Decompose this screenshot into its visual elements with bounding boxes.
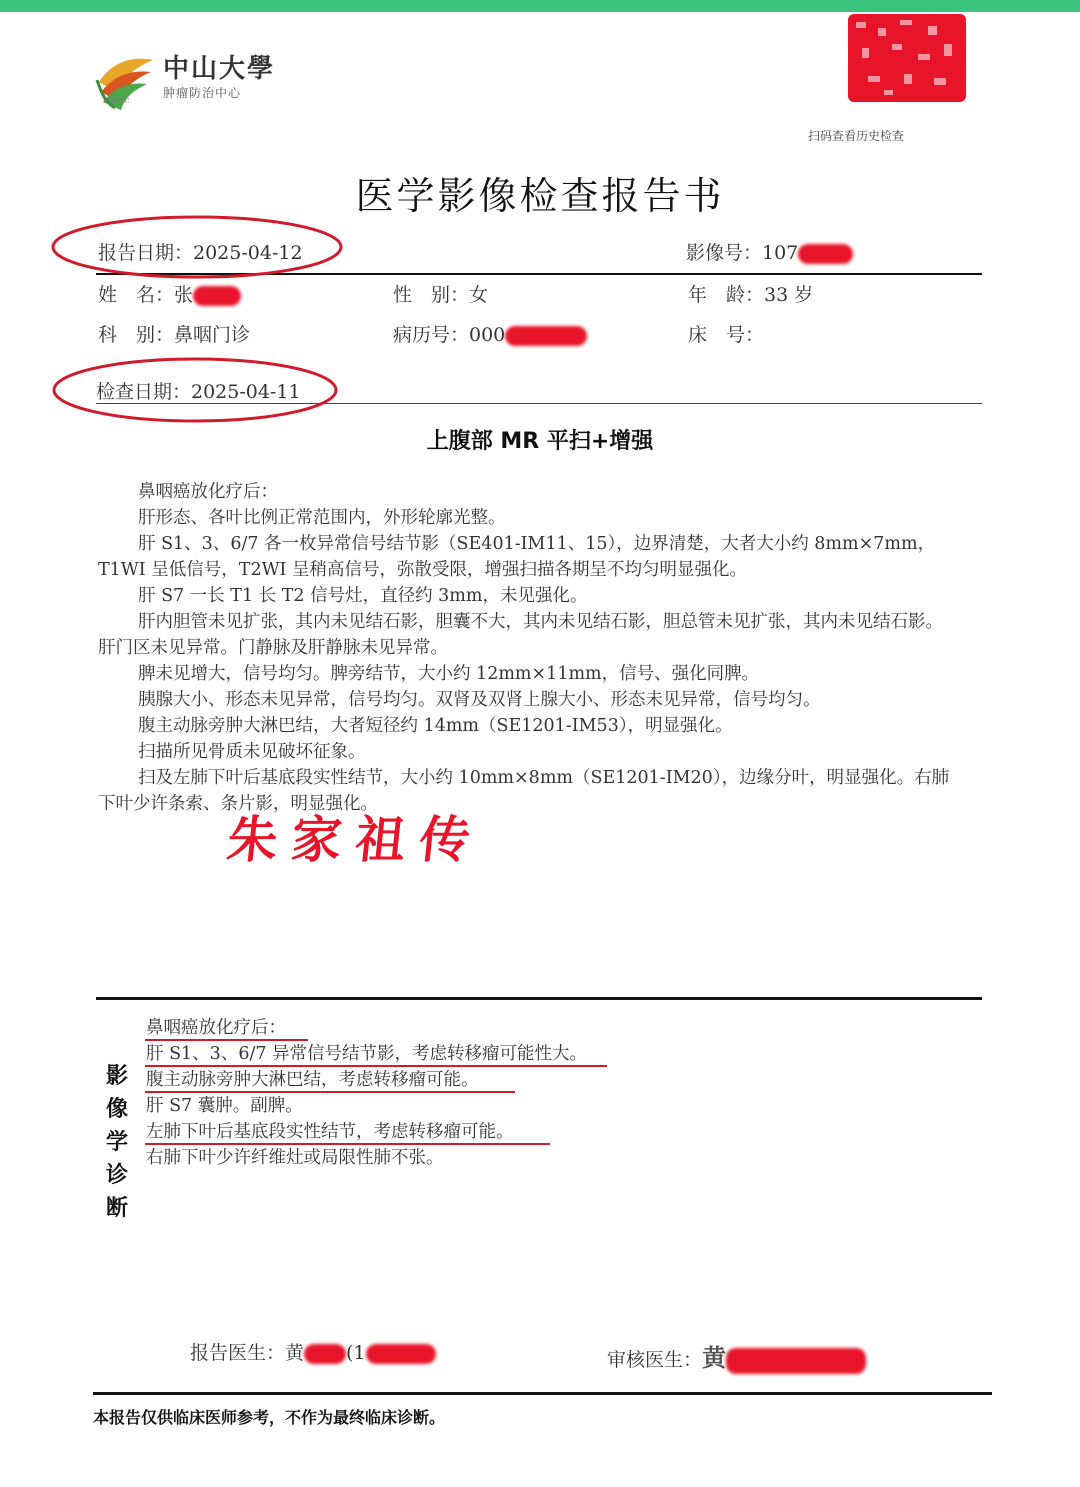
finding-paragraph: 扫描所见骨质未见破坏征象。	[138, 742, 366, 762]
logo-title: 中山大學	[163, 54, 276, 84]
qr-caption: 扫码查看历史检查	[808, 129, 905, 143]
finding-paragraph: 鼻咽癌放化疗后：	[138, 482, 278, 502]
red-underline	[145, 1091, 515, 1093]
redaction-mark	[304, 1344, 346, 1364]
red-underline	[145, 1143, 550, 1145]
reviewing-doctor-initial: 黄	[702, 1343, 727, 1372]
findings-section	[98, 479, 958, 817]
diagnosis-line: 肝 S7 囊肿。副脾。	[146, 1096, 303, 1116]
bed-number: 床 号：	[688, 324, 765, 346]
footer-divider	[93, 1392, 992, 1395]
patient-gender: 性 别：女	[393, 284, 489, 306]
report-title: 医学影像检查报告书	[355, 174, 725, 218]
reporting-doctor-text: 报告医生：黄	[190, 1342, 305, 1364]
redaction-mark	[726, 1348, 866, 1374]
diagnosis-heading: 影像学诊断	[105, 1064, 128, 1221]
logo-subtitle: 肿瘤防治中心	[163, 86, 242, 100]
record-number-text: 病历号：000	[393, 324, 506, 346]
finding-paragraph: 脾未见增大，信号均匀。脾旁结节，大小约 12mm×11mm，信号、强化同脾。	[138, 664, 760, 684]
finding-paragraph: 扫及左肺下叶后基底段实性结节，大小约 10mm×8mm（SE1201-IM20），边缘分叶，明显强化。右肺下叶少许条索、条片影，明显强化。	[98, 768, 950, 814]
department: 科 别：鼻咽门诊	[98, 324, 251, 346]
finding-paragraph: 肝内胆管未见扩张，其内未见结石影，胆囊不大，其内未见结石影，胆总管未见扩张，其内未见结石影。肝门区未见异常。门静脉及肝静脉未见异常。	[98, 612, 943, 658]
finding-paragraph: 腹主动脉旁肿大淋巴结，大者短径约 14mm（SE1201-IM53），明显强化。	[138, 716, 733, 736]
footer-note: 本报告仅供临床医师参考，不作为最终临床诊断。	[93, 1408, 446, 1427]
handdrawn-circle-annotations	[0, 0, 1080, 480]
finding-paragraph: 肝 S7 一长 T1 长 T2 信号灶，直径约 3mm，未见强化。	[138, 586, 588, 606]
patient-age: 年 龄：33 岁	[688, 284, 814, 306]
diagnosis-line: 鼻咽癌放化疗后：	[146, 1018, 286, 1038]
diagnosis-line: 肝 S1、3、6/7 异常信号结节影，考虑转移瘤可能性大。	[146, 1044, 588, 1064]
finding-paragraph: 肝形态、各叶比例正常范围内，外形轮廓光整。	[138, 508, 506, 528]
image-number-text: 影像号：107	[686, 242, 799, 264]
diagnosis-divider	[96, 997, 982, 1000]
report-date: 报告日期：2025-04-12	[98, 242, 303, 264]
exam-title: 上腹部 MR 平扫+增强	[426, 429, 654, 454]
diagnosis-line: 腹主动脉旁肿大淋巴结，考虑转移瘤可能。	[146, 1070, 479, 1090]
logo-mark: SYSUCC	[103, 98, 130, 105]
redaction-mark	[366, 1344, 436, 1364]
patient-name-text: 姓 名：张	[98, 284, 194, 306]
red-underline	[145, 1065, 607, 1067]
diagnosis-line: 右肺下叶少许纤维灶或局限性肺不张。	[146, 1148, 444, 1168]
reporting-doctor	[190, 1338, 436, 1365]
reviewing-doctor	[607, 1338, 866, 1374]
red-underline	[145, 1039, 308, 1041]
reporting-doctor-id: (1	[346, 1342, 366, 1364]
reviewing-doctor-text: 审核医生：	[607, 1349, 703, 1371]
diagnosis-line: 左肺下叶后基底段实性结节，考虑转移瘤可能。	[146, 1122, 514, 1142]
finding-paragraph: 肝 S1、3、6/7 各一枚异常信号结节影（SE401-IM11、15），边界清楚，大者大小约 8mm×7mm，T1WI 呈低信号，T2WI 呈稍高信号，弥散受限，增强扫描各期呈不均匀明显强化。	[98, 534, 936, 580]
exam-date: 检查日期：2025-04-11	[96, 381, 301, 403]
red-stamp-text: 朱家祖传	[224, 811, 487, 869]
finding-paragraph: 胰腺大小、形态未见异常，信号均匀。双肾及双肾上腺大小、形态未见异常，信号均匀。	[138, 690, 821, 710]
